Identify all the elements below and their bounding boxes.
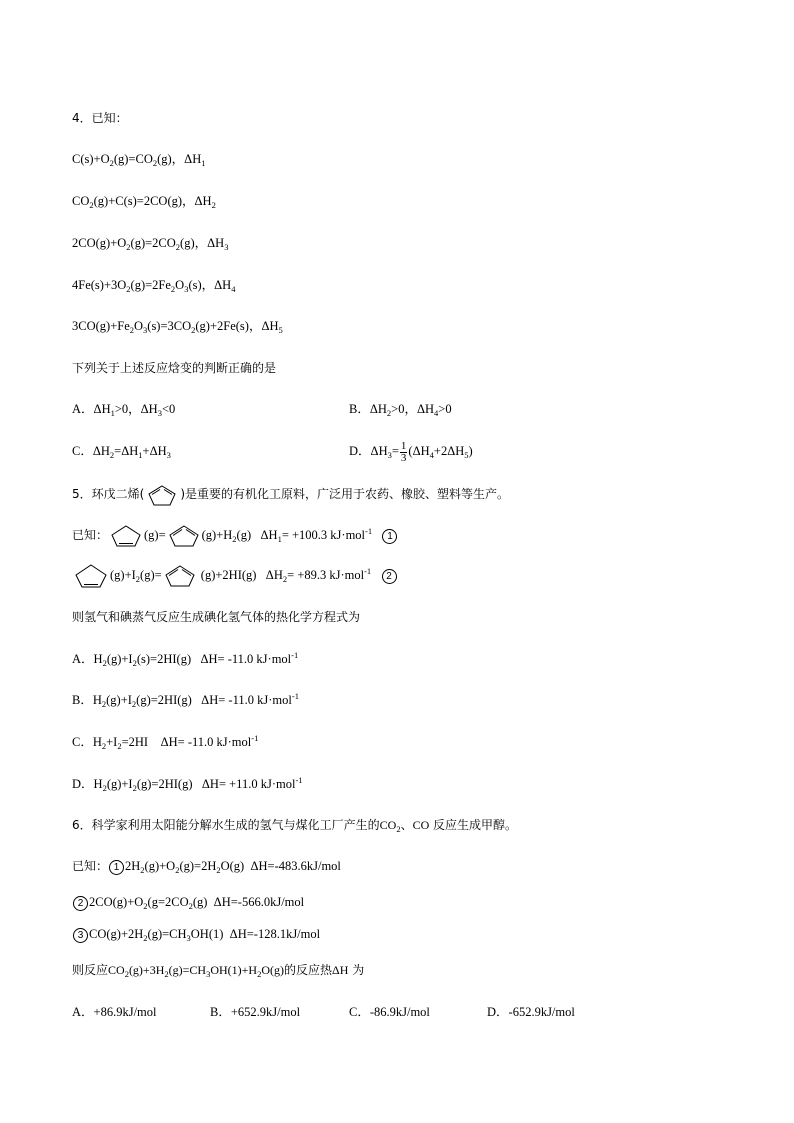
q5-intro: 5．环戊二烯( )是重要的有机化工原料，广泛用于农药、橡胶、塑料等生产。: [72, 482, 509, 507]
q4-header: 4．已知：: [72, 111, 128, 125]
marker-3: 3: [73, 928, 88, 943]
marker-2: 2: [382, 569, 397, 584]
q6-question: 则反应$CO_2(g)+3H_2(g)=CH_3OH(1)+H_2O(g)$的反应热ΔH 为: [72, 963, 365, 979]
cyclopentene-icon: [108, 523, 144, 549]
q6-option-d[interactable]: D．-652.9kJ/mol: [487, 1005, 575, 1019]
q5-option-a[interactable]: A．$H_2(g)+I_2(s)=2HI(g)$ ΔH= -11.0 kJ·mol$^{-1}$: [72, 650, 299, 668]
q6-intro: 6．科学家利用太阳能分解水生成的氢气与煤化工厂产生的$CO_2$、CO 反应生成甲醇。: [72, 818, 518, 834]
q6-option-a[interactable]: A．+86.9kJ/mol: [72, 1005, 157, 1019]
q4-reaction-1: $C(s)+O_2(g)=CO_2(g)$，$\Delta H_1$: [72, 152, 206, 168]
cyclopentadiene-icon: [166, 523, 202, 549]
q6-equation-2: 2 $2CO(g)+O_2(g=2CO_2(g)$ ΔH=-566.0kJ/mol: [72, 894, 304, 911]
q4-question: 下列关于上述反应焓变的判断正确的是: [72, 361, 277, 375]
q6-equation-1: 已知： 1 $2H_2(g)+O_2(g)=2H_2O(g)$ ΔH=-483.6kJ/mol: [72, 859, 341, 875]
cyclopentadiene-icon: [162, 563, 198, 589]
q6-option-c[interactable]: C．-86.9kJ/mol: [349, 1005, 430, 1019]
q4-option-b[interactable]: B．$\Delta H_2>0$，$\Delta H_4>0$: [349, 402, 452, 418]
marker-2: 2: [73, 896, 88, 911]
q4-reaction-3: $2CO(g)+O_2(g)=2CO_2(g)$，$\Delta H_3$: [72, 236, 229, 252]
marker-1: 1: [382, 529, 397, 544]
q5-question: 则氢气和碘蒸气反应生成碘化氢气体的热化学方程式为: [72, 610, 361, 624]
cyclopentene-icon: [72, 562, 110, 590]
q5-equation-1: 已知： $(g)= (g)+H_2(g)$ $\Delta H_1= +100.3$ kJ·mol$^{-1}$ 1: [72, 522, 398, 549]
q4-reaction-2: $CO_2(g)+C(s)=2CO(g)$，$\Delta H_2$: [72, 194, 216, 210]
q5-option-c[interactable]: C．$H_2+I_2=2HI$ ΔH= -11.0 kJ·mol$^{-1}$: [72, 733, 259, 751]
q4-reaction-5: $3CO(g)+Fe_2O_3(s)=3CO_2(g)+2Fe(s)$，$\Delta H_5$: [72, 319, 283, 335]
q4-reaction-4: $4Fe(s)+3O_2(g)=2Fe_2O_3(s)$，$\Delta H_4$: [72, 278, 236, 294]
q5-option-d[interactable]: D．$H_2(g)+I_2(g)=2HI(g)$ ΔH= +11.0 kJ·mol$^{-1}$: [72, 775, 303, 793]
q6-option-b[interactable]: B．+652.9kJ/mol: [210, 1005, 301, 1019]
q6-equation-3: 3 $CO(g)+2H_2(g)=CH_3OH(1)$ ΔH=-128.1kJ/mol: [72, 926, 320, 943]
q4-option-c[interactable]: C．$\Delta H_2=\Delta H_1+\Delta H_3$: [72, 444, 171, 460]
q4-option-d[interactable]: D．$\Delta H_3=$ $\frac{1}{3}$ $(\Delta H_4+2\Delta H_5)$: [349, 439, 473, 464]
cyclopentadiene-icon: [144, 483, 180, 507]
q5-equation-2: $(g)+I_2(g)= (g)+2HI(g)$ $\Delta H_2= +89.3$ kJ·mol$^{-1}$ 2: [72, 561, 398, 590]
marker-1: 1: [109, 860, 124, 875]
q4-option-a[interactable]: A．$\Delta H_1>0$，$\Delta H_3<0$: [72, 402, 176, 418]
q5-option-b[interactable]: B．$H_2(g)+I_2(g)=2HI(g)$ ΔH= -11.0 kJ·mol$^{-1}$: [72, 691, 299, 709]
fraction-one-third: $\frac{1}{3}$: [400, 439, 407, 464]
